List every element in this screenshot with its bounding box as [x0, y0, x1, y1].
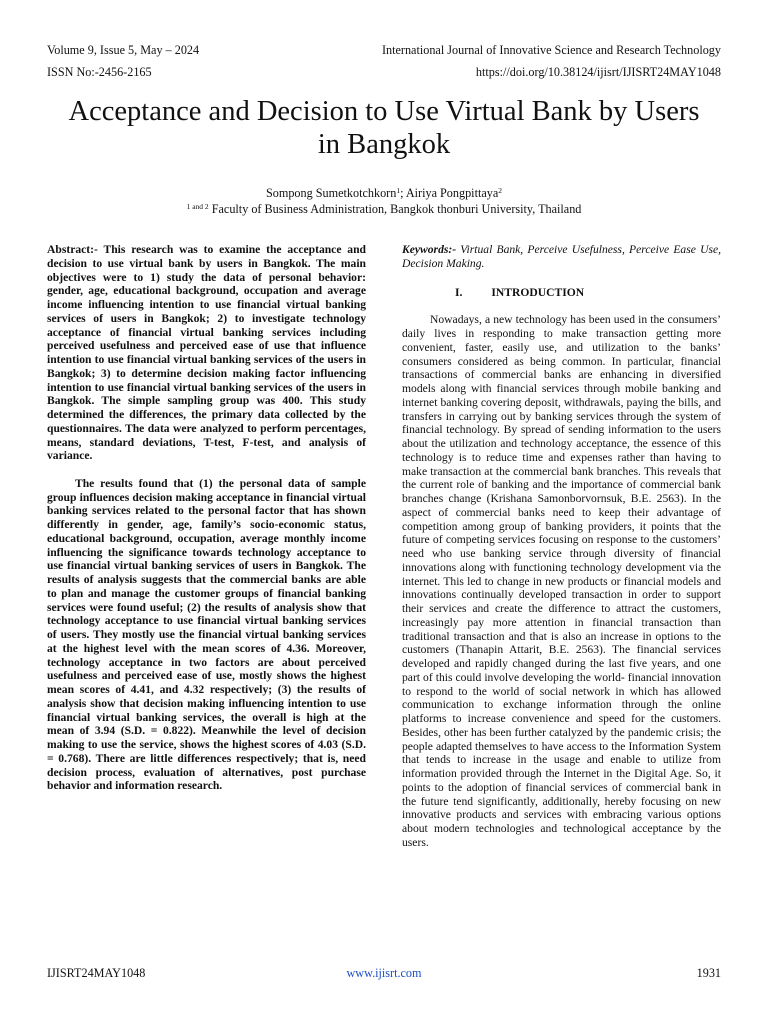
- running-header-top: [47, 43, 721, 57]
- issn: ISSN No:-2456-2165: [47, 65, 152, 79]
- affiliation: Faculty of Business Administration, Bangkok thonburi University, Thailand: [208, 202, 582, 216]
- section-number: I.: [455, 285, 463, 299]
- volume-issue: Volume 9, Issue 5, May – 2024: [47, 43, 200, 57]
- keywords: [402, 243, 721, 271]
- running-header-bottom: [47, 65, 721, 79]
- doi-link[interactable]: https://doi.org/10.38124/ijisrt/IJISRT24MAY1048: [475, 65, 721, 79]
- journal-name: International Journal of Innovative Science and Research Technology: [381, 43, 721, 57]
- page-footer: [47, 966, 721, 980]
- section-title: INTRODUCTION: [491, 285, 585, 299]
- affiliation-mark: 1 and 2: [186, 202, 209, 211]
- author-line: [60, 186, 708, 200]
- section-heading: [402, 286, 721, 300]
- keywords-label: Keywords:-: [402, 243, 457, 256]
- keywords-text: Virtual Bank, Perceive Usefulness, Perceive Ease Use, Decision Making.: [402, 243, 721, 270]
- page-number: 1931: [696, 966, 721, 980]
- author-1: Sompong Sumetkotchkorn: [265, 186, 397, 200]
- right-column: [402, 243, 721, 850]
- journal-site-link[interactable]: www.ijisrt.com: [346, 966, 422, 980]
- paper-title: Acceptance and Decision to Use Virtual Bank by Users in Bangkok: [68, 96, 700, 160]
- abstract-paragraph-2: The results found that (1) the personal data of sample group influences decision making acceptance in financial virtual banking services related to the personal factor that has shown differently in gender, age, family’s socio-economic status, educational background, occupation, average monthly income influencing the significance towards technology acceptance to use financial virtual banking services of users in Bangkok. The results of analysis suggests that the commercial banks are able to plan and manage the customer groups of financial banking services were found useful; (2) the results of analysis show that technology acceptance to use financial virtual banking services of users. They mostly use the financial virtual banking services at the highest level with the mean scores of 4.36. Moreover, technology acceptance in two factors are about perceived usefulness and perceived ease of use, mostly shows the highest mean scores of 4.41, and 4.32 respectively; (3) the results of analysis show that decision making influencing intention to use financial virtual banking services, the overall is high at the mean of 3.94 (S.D. = 0.822). Meanwhile the level of decision making to use the service, shows the highest scores of 4.03 (S.D. = 0.768). There are little differences respectively; that is, need decision process, evaluation of alternatives, post purchase behavior and information research.: [47, 476, 366, 793]
- paper-code: IJISRT24MAY1048: [47, 966, 146, 980]
- introduction-paragraph: Nowadays, a new technology has been used in the consumers’ daily lives in responding to make transaction getting more convenient, faster, easily use, and utilization to the banks’ consumers considered as being common. In particular, financial transactions of commercial banks are enhancing in diversified models along with financial services through mobile banking and internet banking covering deposit, withdrawals, paying the bills, and transfers in carrying out by banking services through the system of financial technology. By spread of sending information to the users about the utilization and technology acceptance, the essence of this technology is to reduce time and expenses rather than having to make transaction at the commercial bank branches. This reveals that the current role of banking and the importance of commercial bank branches change (Krishana Samonborvornsuk, B.E. 2563). In the aspect of commercial banks need to keep their advantage of competition among group of banking providers, it points that the future of competing services focusing on response to the customers’ need who use banking service through diversity of financial innovations along with functioning technology development via the internet. This led to change in new products or financial models and innovations continually developed transaction in order to support their services and create the difference to attract the customers, increasingly pay more attention in financial transaction than traditional transaction and that is also an increase in options to the customers (Thanapin Attarit, B.E. 2563). The financial services developed and rapidly changed during the last five years, and one part of this could involve developing the world- financial innovation to respond to the world of social network in which has allowed communication to exchange information through the online platforms to increase convenience and speed for the customers. Besides, other has been further catalyzed by the pandemic crisis; the people adapted themselves to have access to the Information System that tends to increase in the usage and enable to utilize from information provided through the Internet in the Digital Age. So, it points to the adoption of financial services of commercial bank in the future tend significantly, additionally, hereby focusing on new innovative products and services with embracing various options about modern technologies and technological acceptance by the users.: [402, 313, 721, 849]
- author-2: Airiya Pongpittaya: [405, 186, 499, 200]
- author-separator: ;: [400, 186, 406, 200]
- author-2-affil-mark: 2: [498, 186, 502, 195]
- author-1-affil-mark: 1: [396, 186, 401, 195]
- abstract-paragraph-1: Abstract:- This research was to examine the acceptance and decision to use virtual bank by users in Bangkok. The main objectives were to 1) study the data of personal behavior: gender, age, educational background, occupation and average income influencing intention to use financial virtual banking services of users in Bangkok; 2) to investigate technology acceptance of financial virtual banking services including perceived usefulness and perceived ease of use that influence intention to use financial virtual banking services of the users in Bangkok; 3) to determine decision making factor influencing intention to use financial virtual banking services of the users in Bangkok. The simple sampling group was 400. This study determined the differences, the primary data collected by the questionnaires. The data were analyzed to perform percentages, means, standard deviations, T-test, F-test, and analysis of variance.: [47, 243, 366, 463]
- left-column: [47, 243, 366, 793]
- affiliation-line: [60, 202, 708, 216]
